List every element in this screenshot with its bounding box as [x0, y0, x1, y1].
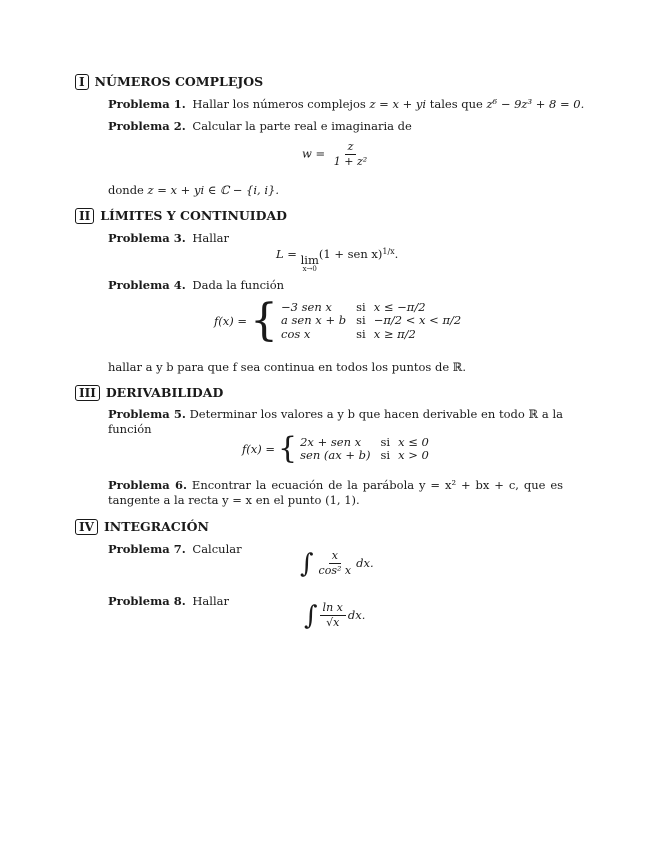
display-math-piecewise-2: [242, 431, 435, 466]
problem-text: Encontrar la ecuación de la parábola y = x² + bx + c, que es tangente a la recta y = x en el punto (1, 1).: [108, 478, 564, 507]
left-brace: {: [250, 295, 279, 346]
problem-text: Calcular la parte real e imaginaria de: [192, 119, 412, 133]
section-number-box: III: [75, 385, 100, 401]
display-math-integral-2: [304, 602, 365, 629]
integral-sign: ∫: [304, 600, 318, 631]
math-lhs: f(x) =: [214, 313, 248, 328]
left-brace: {: [278, 431, 298, 466]
math-equation: z⁶ − 9z³ + 8 = 0.: [486, 97, 585, 111]
math-differential: dx.: [347, 608, 366, 623]
problem-text: Calcular: [192, 542, 242, 556]
problem-6: [108, 478, 563, 508]
section-header-4: [75, 519, 209, 535]
section-number-box: II: [75, 208, 94, 224]
problem-8: [108, 594, 229, 608]
problem-text: Hallar: [192, 594, 229, 608]
cases-table: [281, 301, 467, 342]
problem-label: Problema 2.: [108, 119, 186, 133]
problem-label: Problema 6.: [108, 478, 187, 492]
section-header-1: [75, 74, 263, 90]
problem-4: [108, 278, 284, 292]
fraction: $\frac{x}{\text{cos² x}}$: [318, 549, 352, 577]
math-exponent: 1/x: [382, 247, 395, 256]
display-math-limit: L = lim x→0 (1 + sen x)$^{1/x}$.: [276, 247, 399, 273]
fraction: $\frac{\text{ln x}}{√x}$: [320, 602, 346, 629]
section-number-box: IV: [75, 519, 98, 535]
math-z-def: z = x + yi: [369, 97, 427, 111]
cases-table: [300, 436, 435, 463]
problem-text: Hallar: [192, 231, 229, 245]
problem-label: Problema 7.: [108, 542, 186, 556]
problem-label: Problema 3.: [108, 231, 186, 245]
display-math-piecewise-1: [214, 295, 467, 346]
integral-sign: ∫: [300, 548, 314, 579]
case-row: −3 sen x si x ≤ −π/2: [281, 299, 426, 314]
math-lhs: L =: [276, 247, 297, 261]
math: z = x + yi ∈ ℂ − {i, i}.: [147, 183, 280, 197]
problem-3: [108, 231, 229, 245]
text: hallar a y b para que f sea continua en todos los puntos de ℝ.: [108, 360, 467, 374]
section-number-box: I: [75, 74, 89, 90]
problem-7: [108, 542, 242, 556]
section-title: DERIVABILIDAD: [105, 385, 224, 401]
math-lhs: f(x) =: [242, 441, 276, 456]
display-math-w: [302, 141, 372, 168]
section-title: INTEGRACIÓN: [103, 519, 209, 535]
problem-text-2: tales que: [429, 97, 483, 111]
problem-text: Dada la función: [192, 278, 285, 292]
problem-label: Problema 8.: [108, 594, 186, 608]
problem-2: [108, 119, 412, 133]
problem-5: [108, 407, 563, 437]
problem-2-after: [108, 183, 279, 197]
limit-operator: lim x→0: [300, 253, 319, 273]
problem-label: Problema 4.: [108, 278, 186, 292]
display-math-integral-1: [300, 550, 374, 577]
problem-4-after: [108, 360, 466, 374]
section-header-2: [75, 208, 287, 224]
problem-label: Problema 1.: [108, 97, 186, 111]
math-differential: dx.: [356, 556, 374, 571]
problem-label: Problema 5.: [108, 407, 186, 421]
case-row: a sen x + b si −π/2 < x < π/2: [281, 313, 462, 328]
problem-text: Determinar los valores a y b que hacen derivable en todo ℝ a la función: [108, 407, 563, 436]
section-header-3: [75, 385, 223, 401]
section-title: LÍMITES Y CONTINUIDAD: [100, 208, 288, 224]
problem-1: [108, 97, 584, 111]
case-row: sen (ax + b) si x > 0: [300, 448, 429, 462]
math-lhs: w =: [302, 146, 326, 161]
text: donde: [108, 183, 144, 197]
case-row: cos x si x ≥ π/2: [281, 326, 416, 341]
section-title: NÚMEROS COMPLEJOS: [94, 74, 264, 90]
math-expr: (1 + sen x): [318, 247, 383, 261]
problem-text: Hallar los números complejos: [192, 97, 366, 111]
fraction: $\frac{z}{\text{1 + z²}}$: [333, 140, 368, 168]
case-row: 2x + sen x si x ≤ 0: [300, 434, 429, 449]
